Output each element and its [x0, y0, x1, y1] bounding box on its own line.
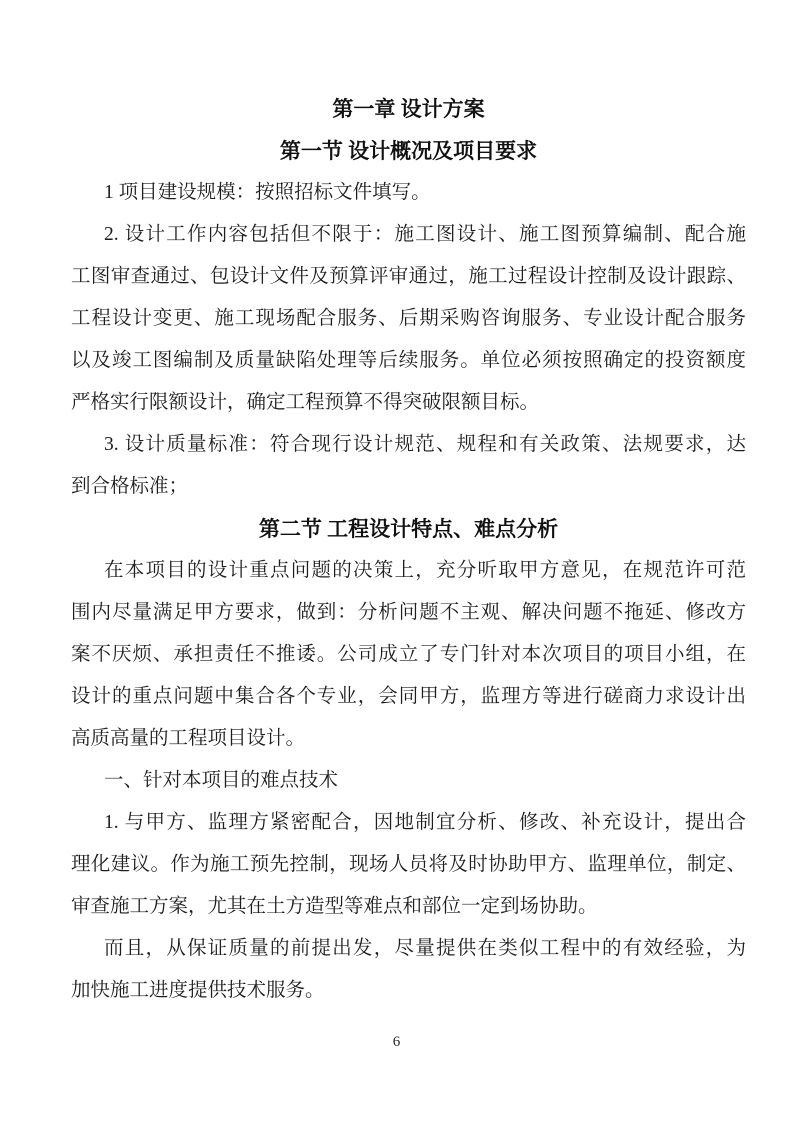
text-line: 而且，从保证质量的前提出发，尽量提供在类似工程中的有效经验，为 — [104, 938, 746, 959]
text-line: 一、针对本项目的难点技术 — [104, 770, 339, 791]
paragraph-design-decisions — [71, 550, 746, 760]
text-line: 加快施工进度提供技术服务。 — [71, 980, 325, 1001]
text-line: 理化建议。作为施工预先控制，现场人员将及时协助甲方、监理单位，制定、 — [71, 854, 746, 875]
page-number: 6 — [392, 1034, 401, 1050]
paragraph-quality-standard — [71, 424, 746, 508]
paragraph-design-work-content — [71, 214, 746, 424]
text-line: 1. 与甲方、监理方紧密配合，因地制宜分析、修改、补充设计，提出合 — [104, 812, 746, 833]
paragraph-cooperation — [71, 802, 746, 928]
text-line: 设计的重点问题中集合各个专业，会同甲方，监理方等进行磋商力求设计出 — [71, 686, 746, 707]
paragraph-difficulty-subheading — [71, 760, 746, 802]
text-line: 1 项目建设规模：按照招标文件填写。 — [104, 182, 431, 203]
text-line: 工图审查通过、包设计文件及预算评审通过，施工过程设计控制及设计跟踪、 — [71, 266, 746, 287]
section-heading-1: 第一节 设计概况及项目要求 — [279, 139, 538, 163]
paragraph-project-scale — [71, 172, 746, 214]
text-line: 高质高量的工程项目设计。 — [71, 728, 306, 749]
text-line: 到合格标准； — [71, 476, 189, 497]
text-line: 围内尽量满足甲方要求，做到：分析问题不主观、解决问题不拖延、修改方 — [71, 602, 746, 623]
text-line: 3. 设计质量标准：符合现行设计规范、规程和有关政策、法规要求，达 — [104, 434, 746, 455]
text-line: 在本项目的设计重点问题的决策上，充分听取甲方意见，在规范许可范 — [104, 560, 746, 581]
document-content — [71, 88, 746, 1012]
chapter-heading: 第一章 设计方案 — [332, 97, 485, 121]
text-line: 以及竣工图编制及质量缺陷处理等后续服务。单位必须按照确定的投资额度 — [71, 350, 746, 371]
section-heading-2: 第二节 工程设计特点、难点分析 — [258, 517, 559, 541]
paragraph-experience — [71, 928, 746, 1012]
text-line: 严格实行限额设计，确定工程预算不得突破限额目标。 — [71, 392, 540, 413]
text-line: 2. 设计工作内容包括但不限于：施工图设计、施工图预算编制、配合施 — [104, 224, 746, 245]
text-line: 案不厌烦、承担责任不推诿。公司成立了专门针对本次项目的项目小组，在 — [71, 644, 746, 665]
text-line: 审查施工方案，尤其在土方造型等难点和部位一定到场协助。 — [71, 896, 598, 917]
text-line: 工程设计变更、施工现场配合服务、后期采购咨询服务、专业设计配合服务 — [71, 308, 746, 329]
